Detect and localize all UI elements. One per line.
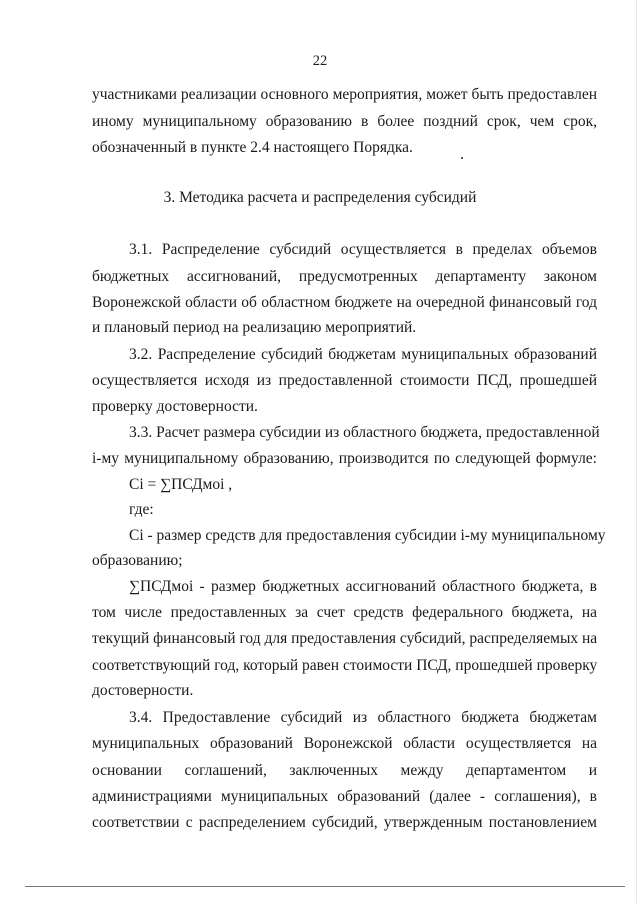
body-line: 3.3. Расчет размера субсидии из областного бюджета, предоставленной (129, 424, 600, 441)
section-heading: 3. Методика расчета и распределения субсидий (163, 189, 477, 206)
body-line: осуществляется исходя из предоставленной стоимости ПСД, прошедшей (92, 372, 597, 389)
body-line: соответствии с распределением субсидий, утвержденным постановлением (92, 814, 597, 831)
body-line: образованию; (92, 552, 183, 569)
body-line: муниципальных образований Воронежской области осуществляется на (92, 735, 597, 752)
body-line: где: (129, 501, 154, 518)
body-line: достоверности. (92, 682, 194, 699)
scan-speck (461, 157, 463, 159)
formula: Ci = ∑ПСДмоi , (129, 476, 233, 493)
body-line: иному муниципальному образованию в более поздний срок, чем срок, (92, 113, 597, 130)
body-line: Ci - размер средств для предоставления субсидии i-му муниципальному (129, 527, 606, 544)
body-line: Воронежской области об областном бюджете на очередной финансовый год (92, 294, 597, 311)
body-line: i-му муниципальному образованию, производится по следующей формуле: (92, 450, 597, 467)
body-line: 3.2. Распределение субсидий бюджетам муниципальных образований (129, 346, 597, 363)
scan-edge-line (25, 886, 625, 887)
body-line: и плановый период на реализацию мероприятий. (92, 319, 417, 336)
page-number: 22 (312, 53, 328, 69)
body-line: проверку достоверности. (92, 398, 258, 415)
body-line: 3.4. Предоставление субсидий из областного бюджета бюджетам (129, 709, 597, 726)
body-line: участниками реализации основного мероприятия, может быть предоставлен (92, 86, 597, 103)
body-line: обозначенный в пункте 2.4 настоящего Порядка. (92, 139, 413, 156)
body-line: ∑ПСДмоi - размер бюджетных ассигнований областного бюджета, в (129, 578, 597, 595)
body-line: текущий финансовый год для предоставления субсидий, распределяемых на (92, 630, 598, 647)
body-line: соответствующий год, который равен стоимости ПСД, прошедшей проверку (92, 657, 598, 674)
body-line: администрациями муниципальных образований (далее - соглашения), в (92, 788, 597, 805)
body-line: 3.1. Распределение субсидий осуществляется в пределах объемов (129, 241, 597, 258)
body-line: том числе предоставленных за счет средств федерального бюджета, на (92, 604, 597, 621)
page-edge (636, 0, 637, 903)
body-line: основании соглашений, заключенных между департаментом и (92, 762, 597, 779)
body-line: бюджетных ассигнований, предусмотренных департаменту законом (92, 268, 597, 285)
